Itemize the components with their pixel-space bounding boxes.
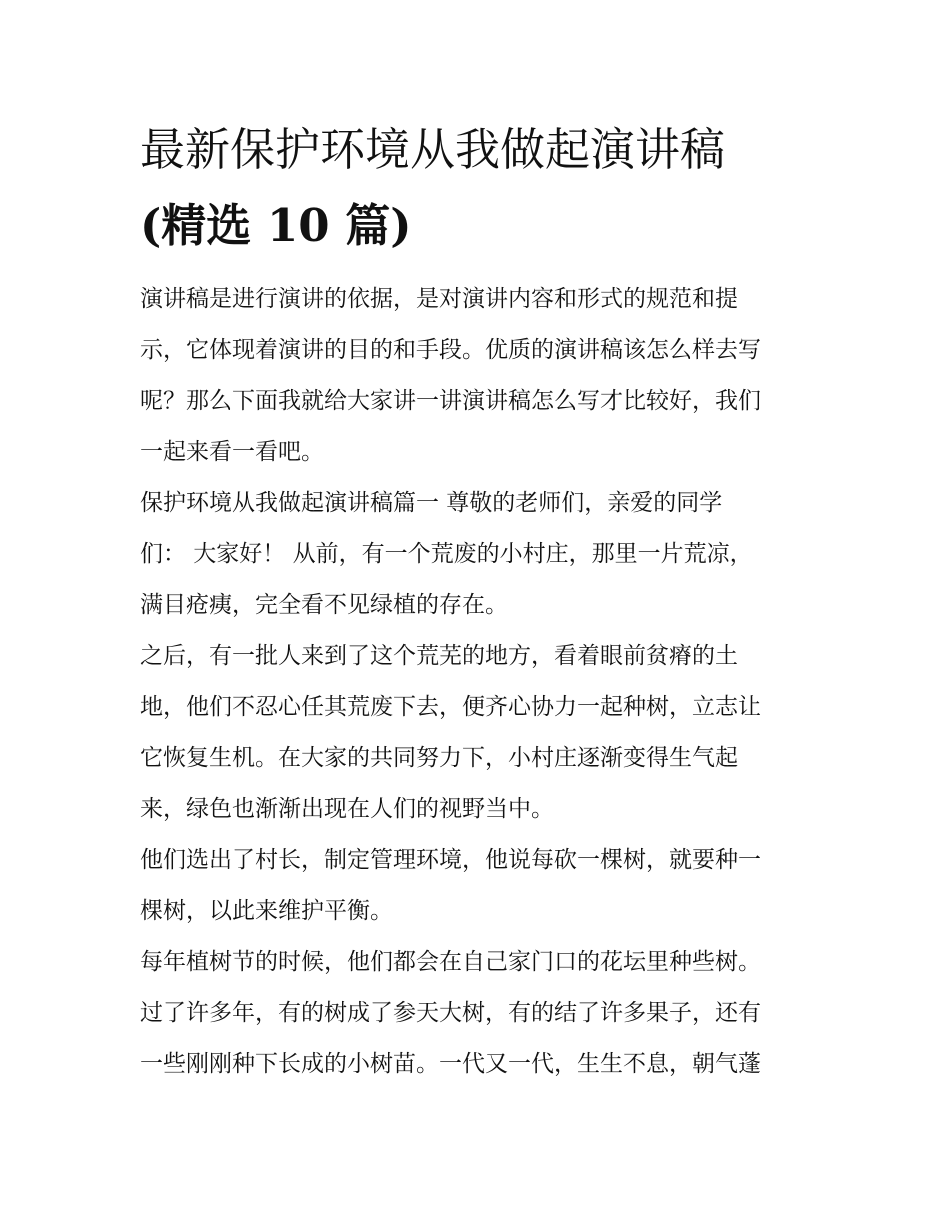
- paragraph-arbor-day: [140, 937, 820, 1090]
- document-page: [140, 112, 820, 1090]
- text-line: 一起来看一看吧。: [140, 439, 324, 465]
- text-line: 来，绿色也渐渐出现在人们的视野当中。: [140, 796, 554, 822]
- paragraph-village-chief: [140, 835, 820, 937]
- text-line: 示，它体现着演讲的目的和手段。优质的演讲稿该怎么样去写: [140, 337, 761, 363]
- text-line: 演讲稿是进行演讲的依据，是对演讲内容和形式的规范和提: [140, 286, 738, 312]
- title-line-2: (精选 10 篇): [140, 199, 412, 252]
- text-line: 呢？那么下面我就给大家讲一讲演讲稿怎么写才比较好，我们: [140, 388, 761, 414]
- document-title: [140, 112, 820, 264]
- text-line: 保护环境从我做起演讲稿篇一 尊敬的老师们，亲爱的同学: [140, 490, 723, 516]
- paragraph-intro: [140, 274, 820, 478]
- text-line: 一些刚刚种下长成的小树苗。一代又一代，生生不息，朝气蓬: [140, 1051, 761, 1077]
- text-line: 他们选出了村长，制定管理环境，他说每砍一棵树，就要种一: [140, 847, 761, 873]
- paragraph-speech-opening: [140, 478, 820, 631]
- text-line: 们： 大家好！ 从前，有一个荒废的小村庄，那里一片荒凉，: [140, 541, 753, 567]
- paragraph-story: [140, 631, 820, 835]
- text-line: 它恢复生机。在大家的共同努力下，小村庄逐渐变得生气起: [140, 745, 738, 771]
- text-line: 之后，有一批人来到了这个荒芜的地方，看着眼前贫瘠的土: [140, 643, 738, 669]
- text-line: 每年植树节的时候，他们都会在自己家门口的花坛里种些树。: [140, 949, 761, 975]
- text-line: 满目疮痍，完全看不见绿植的存在。: [140, 592, 508, 618]
- text-line: 过了许多年，有的树成了参天大树，有的结了许多果子，还有: [140, 1000, 761, 1026]
- title-line-1: 最新保护环境从我做起演讲稿: [140, 123, 726, 176]
- text-line: 地，他们不忍心任其荒废下去，便齐心协力一起种树，立志让: [140, 694, 761, 720]
- text-line: 棵树，以此来维护平衡。: [140, 898, 393, 924]
